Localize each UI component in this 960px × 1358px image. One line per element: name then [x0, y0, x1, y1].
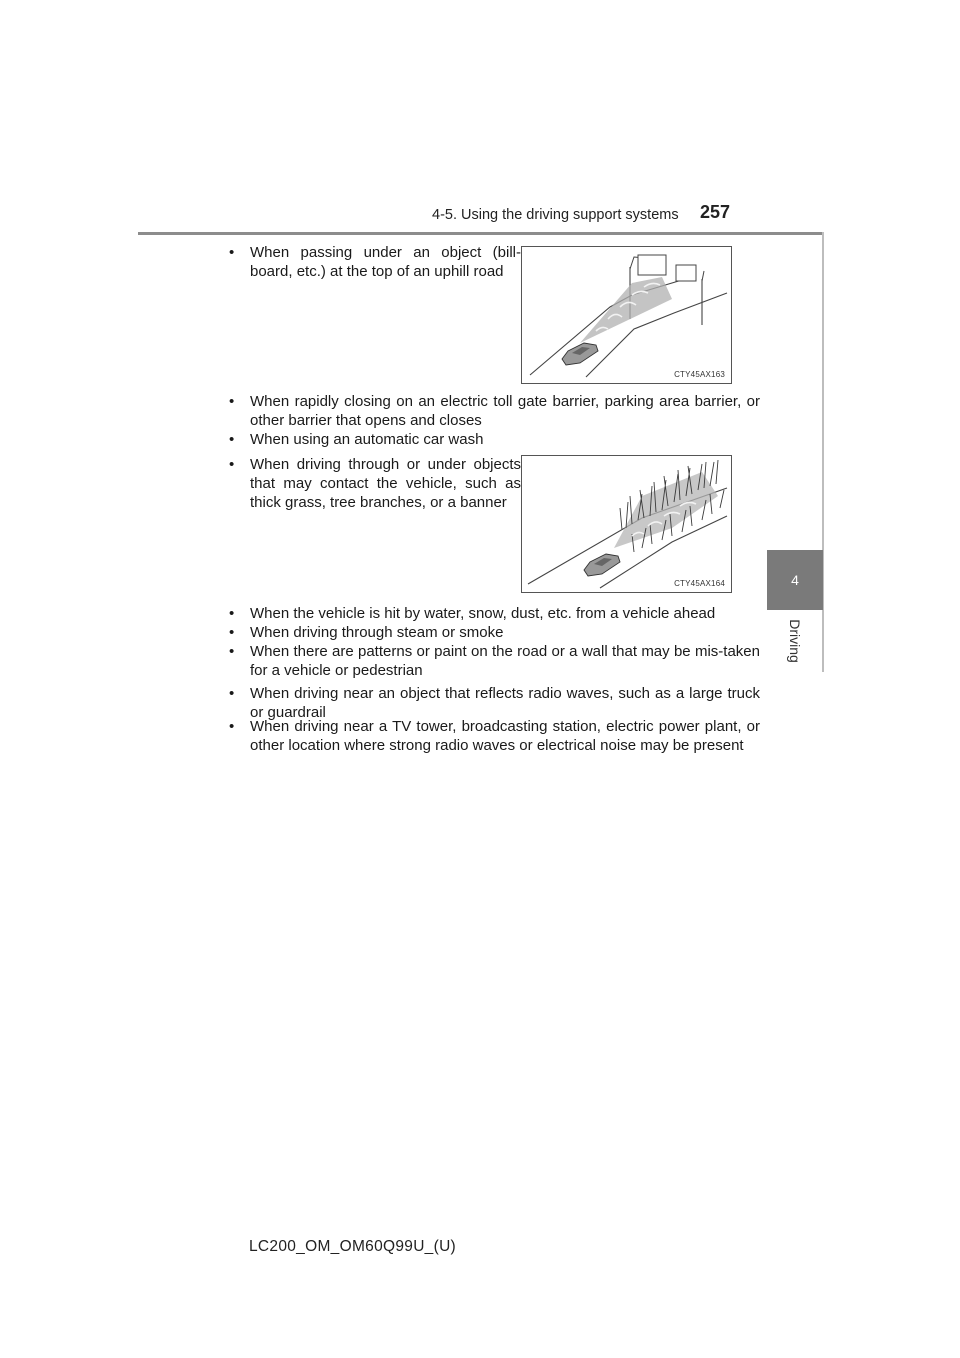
figure-caption: CTY45AX163: [674, 370, 725, 379]
chapter-number-tab: 4: [767, 550, 823, 610]
list-item-text: When driving through steam or smoke: [250, 624, 504, 641]
list-item: [229, 717, 760, 755]
bullet-marker: •: [229, 605, 235, 622]
chapter-title-vertical: [770, 610, 820, 672]
list-item-text: When there are patterns or paint on the road or a wall that may be mis-taken for a vehicle or pedestrian: [250, 643, 760, 679]
bullet-marker: •: [229, 244, 235, 261]
list-item: [229, 642, 760, 680]
bullet-marker: •: [229, 393, 235, 410]
grass-figure: [521, 455, 732, 593]
list-item: [229, 243, 521, 281]
page-number: 257: [700, 202, 731, 222]
list-item-text: When the vehicle is hit by water, snow, dust, etc. from a vehicle ahead: [250, 605, 716, 622]
bullet-marker: •: [229, 456, 235, 473]
list-item-text: When driving through or under objects that may contact the vehicle, such as thick grass, tree branches, or a banner: [250, 456, 521, 511]
header-divider: [138, 232, 822, 235]
document-code: LC200_OM_OM60Q99U_(U): [249, 1238, 457, 1255]
list-item: [229, 430, 760, 449]
list-item-text: When passing under an object (bill-board, etc.) at the top of an uphill road: [250, 244, 521, 280]
bullet-marker: •: [229, 431, 235, 448]
billboard-figure: [521, 246, 732, 384]
figure-caption: CTY45AX164: [674, 579, 725, 588]
list-item: [229, 604, 760, 623]
bullet-marker: •: [229, 624, 235, 641]
bullet-marker: •: [229, 643, 235, 660]
section-title: 4-5. Using the driving support systems: [432, 207, 679, 223]
list-item-text: When rapidly closing on an electric toll gate barrier, parking area barrier, or other barrier that opens and closes: [250, 393, 760, 429]
list-item: [229, 392, 760, 430]
car-through-grass-illustration: [522, 456, 731, 592]
list-item: [229, 623, 760, 642]
list-item-text: When driving near an object that reflects radio waves, such as a large truck or guardrail: [250, 685, 760, 721]
list-item-text: When driving near a TV tower, broadcasting station, electric power plant, or other location where strong radio waves or electrical noise may be present: [250, 718, 760, 754]
list-item: [229, 455, 521, 512]
list-item-text: When using an automatic car wash: [250, 431, 484, 448]
chapter-title-text: Driving: [786, 619, 803, 663]
bullet-marker: •: [229, 718, 235, 735]
car-under-billboard-illustration: [522, 247, 731, 383]
bullet-marker: •: [229, 685, 235, 702]
